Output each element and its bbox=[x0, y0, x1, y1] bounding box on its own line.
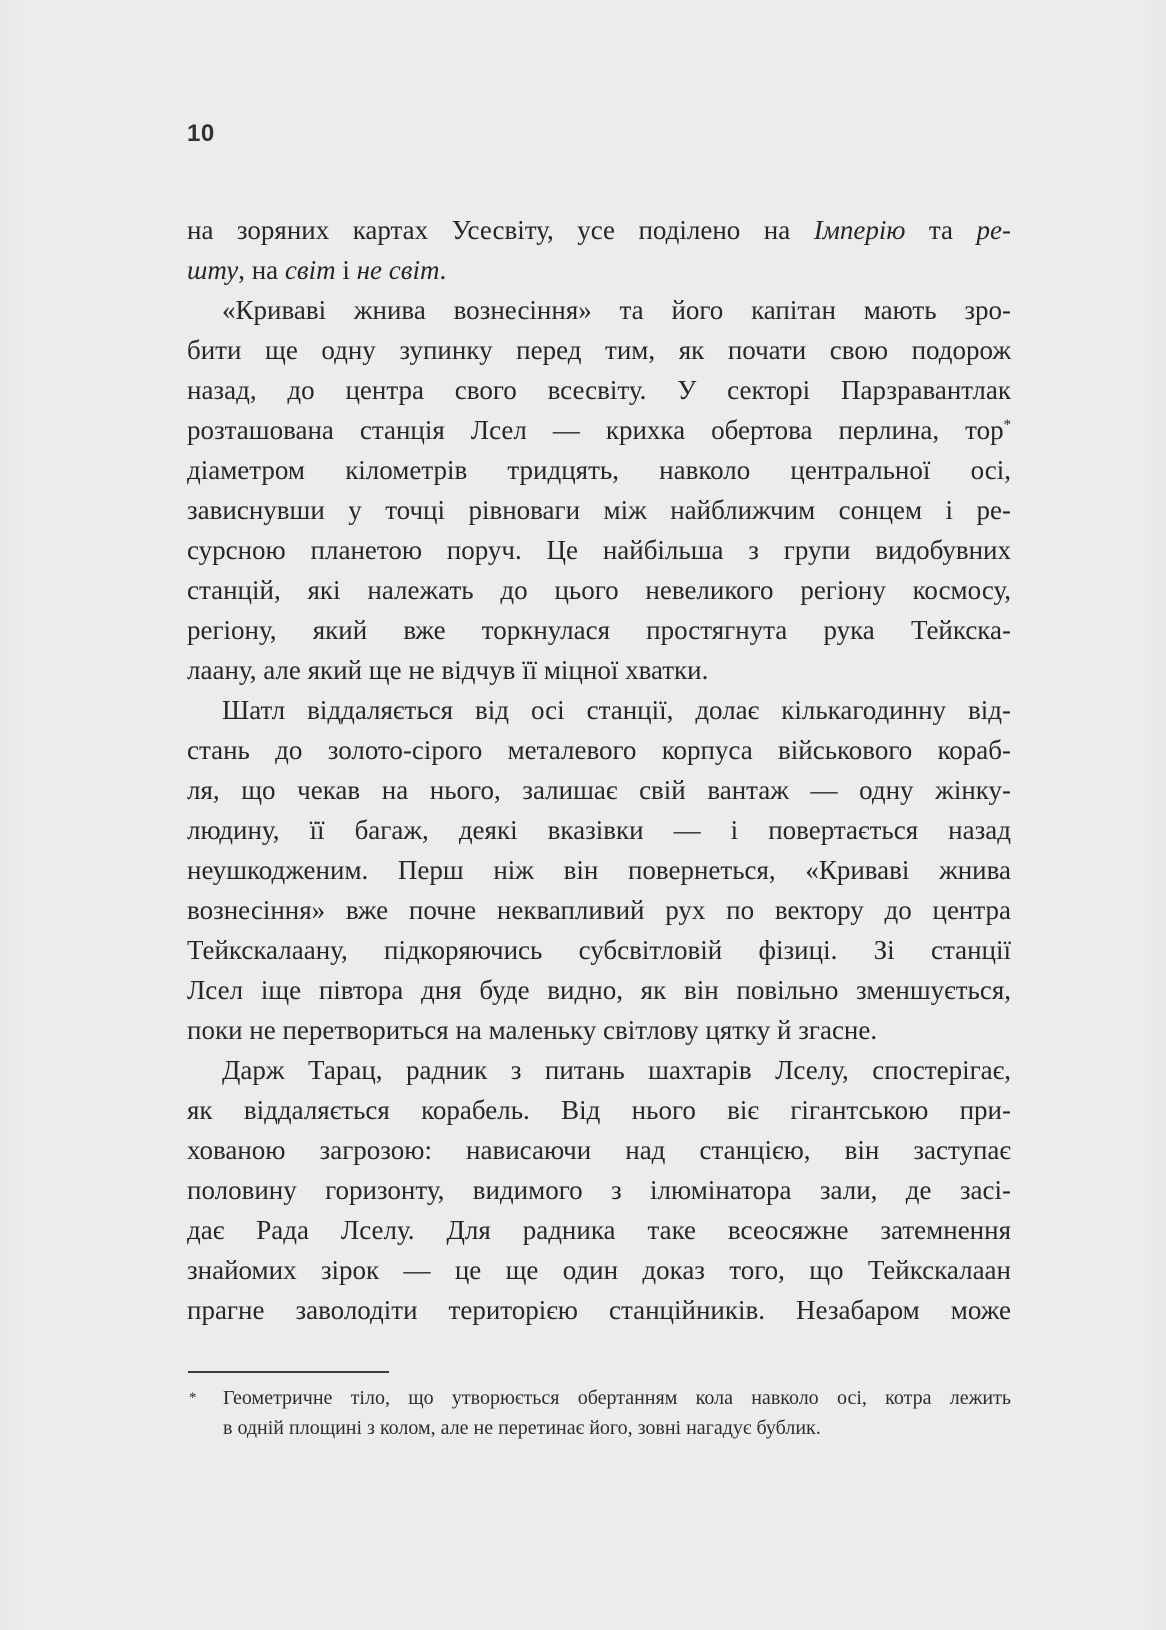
text-segment: неушкодженим. Перш ніж він повернеться, «Криваві жнива bbox=[187, 855, 1011, 885]
text-line bbox=[187, 450, 1011, 490]
text-segment: людину, її багаж, деякі вказівки — і повертається назад bbox=[187, 815, 1011, 845]
text-segment: дає Рада Лселу. Для радника таке всеосяжне затемнення bbox=[187, 1215, 1011, 1245]
page-body-text bbox=[187, 210, 1011, 1330]
text-segment: . bbox=[439, 255, 447, 285]
text-line bbox=[187, 810, 1011, 850]
text-line bbox=[223, 1413, 1011, 1443]
footnote bbox=[187, 1383, 1011, 1443]
text-segment: станцій, які належать до цього невеликого регіону космосу, bbox=[187, 575, 1011, 605]
text-segment: розташована станція Лсел — крихка обертова перлина, тор bbox=[187, 415, 1004, 445]
text-line bbox=[187, 1290, 1011, 1330]
text-segment: бити ще одну зупинку перед тим, як почати свою подорож bbox=[187, 335, 1011, 365]
italic-text-segment: світ bbox=[284, 255, 336, 285]
footnote-text bbox=[187, 1383, 1011, 1443]
text-segment: прагне заволодіти територією станційників. Незабаром може bbox=[187, 1295, 1011, 1325]
text-segment: Шатл віддаляється від осі станції, долає кількагодинну від- bbox=[222, 695, 1011, 725]
text-line bbox=[187, 250, 1011, 290]
text-segment: Лсел іще півтора дня буде видно, як він повільно зменшується, bbox=[187, 975, 1011, 1005]
text-segment: як віддаляється корабель. Від нього віє гігантською при- bbox=[187, 1095, 1011, 1125]
text-line bbox=[187, 570, 1011, 610]
footnote-divider bbox=[188, 1371, 389, 1373]
text-line bbox=[187, 1170, 1011, 1210]
italic-text-segment: не світ bbox=[356, 255, 440, 285]
text-line bbox=[187, 1090, 1011, 1130]
text-segment: назад, до центра свого всесвіту. У секторі Парзравантлак bbox=[187, 375, 1011, 405]
page-number: 10 bbox=[187, 120, 215, 147]
text-segment: хованою загрозою: нависаючи над станцією, він заступає bbox=[187, 1135, 1011, 1165]
text-line bbox=[187, 730, 1011, 770]
text-segment: Тейкскалаану, підкоряючись субсвітловій фізиці. Зі станції bbox=[187, 935, 1011, 965]
text-line bbox=[187, 1210, 1011, 1250]
text-segment: та bbox=[905, 215, 977, 245]
text-segment: «Криваві жнива вознесіння» та його капітан мають зро- bbox=[222, 295, 1011, 325]
text-line bbox=[223, 1383, 1011, 1413]
footnote-reference-asterisk: * bbox=[1003, 417, 1011, 433]
text-segment: регіону, який вже торкнулася простягнута рука Тейкска- bbox=[187, 615, 1011, 645]
text-line bbox=[187, 850, 1011, 890]
text-segment: в одній площині з колом, але не перетинає його, зовні нагадує бублик. bbox=[223, 1417, 821, 1439]
text-line bbox=[187, 290, 1011, 330]
text-segment: зависнувши у точці рівноваги між найближчим сонцем і ре- bbox=[187, 495, 1011, 525]
text-segment: сурсною планетою поруч. Це найбільша з групи видобувних bbox=[187, 535, 1011, 565]
italic-text-segment: шту bbox=[187, 255, 239, 285]
text-line bbox=[187, 970, 1011, 1010]
text-segment: Дарж Тарац, радник з питань шахтарів Лселу, спостерігає, bbox=[222, 1055, 1011, 1085]
text-line bbox=[187, 1250, 1011, 1290]
paragraph-2 bbox=[187, 290, 1011, 690]
paragraph-4 bbox=[187, 1050, 1011, 1330]
text-line bbox=[187, 650, 1011, 690]
text-segment: на зоряних картах Усесвіту, усе поділено на bbox=[187, 215, 814, 245]
text-line bbox=[187, 490, 1011, 530]
text-segment: Геометричне тіло, що утворюється обертанням кола навколо осі, котра лежить bbox=[223, 1387, 1011, 1409]
text-segment: половину горизонту, видимого з ілюмінатора зали, де засі- bbox=[187, 1175, 1011, 1205]
paragraph-1 bbox=[187, 210, 1011, 290]
text-line bbox=[187, 330, 1011, 370]
text-segment: і bbox=[335, 255, 357, 285]
text-segment: ля, що чекав на нього, залишає свій вантаж — одну жінку- bbox=[187, 775, 1011, 805]
text-segment: , на bbox=[238, 255, 285, 285]
text-line bbox=[187, 1130, 1011, 1170]
text-segment: поки не перетвориться на маленьку світлову цятку й згасне. bbox=[187, 1015, 878, 1045]
text-line bbox=[187, 930, 1011, 970]
paragraph-3 bbox=[187, 690, 1011, 1050]
text-line bbox=[187, 370, 1011, 410]
text-segment: лаану, але який ще не відчув її міцної хватки. bbox=[187, 655, 709, 685]
text-line bbox=[187, 1010, 1011, 1050]
text-segment: вознесіння» вже почне неквапливий рух по вектору до центра bbox=[187, 895, 1011, 925]
text-line bbox=[187, 1050, 1011, 1090]
footnote-marker-asterisk: * bbox=[189, 1390, 197, 1406]
text-line bbox=[187, 530, 1011, 570]
text-segment: знайомих зірок — це ще один доказ того, що Тейкскалаан bbox=[187, 1255, 1011, 1285]
italic-text-segment: ре- bbox=[976, 215, 1011, 245]
text-line bbox=[187, 210, 1011, 250]
text-line bbox=[187, 690, 1011, 730]
text-line bbox=[187, 890, 1011, 930]
text-segment: стань до золото-сірого металевого корпуса військового кораб- bbox=[187, 735, 1011, 765]
text-segment: діаметром кілометрів тридцять, навколо центральної осі, bbox=[187, 455, 1011, 485]
text-line bbox=[187, 770, 1011, 810]
text-line bbox=[187, 610, 1011, 650]
text-line bbox=[187, 410, 1011, 450]
italic-text-segment: Імперію bbox=[813, 215, 906, 245]
